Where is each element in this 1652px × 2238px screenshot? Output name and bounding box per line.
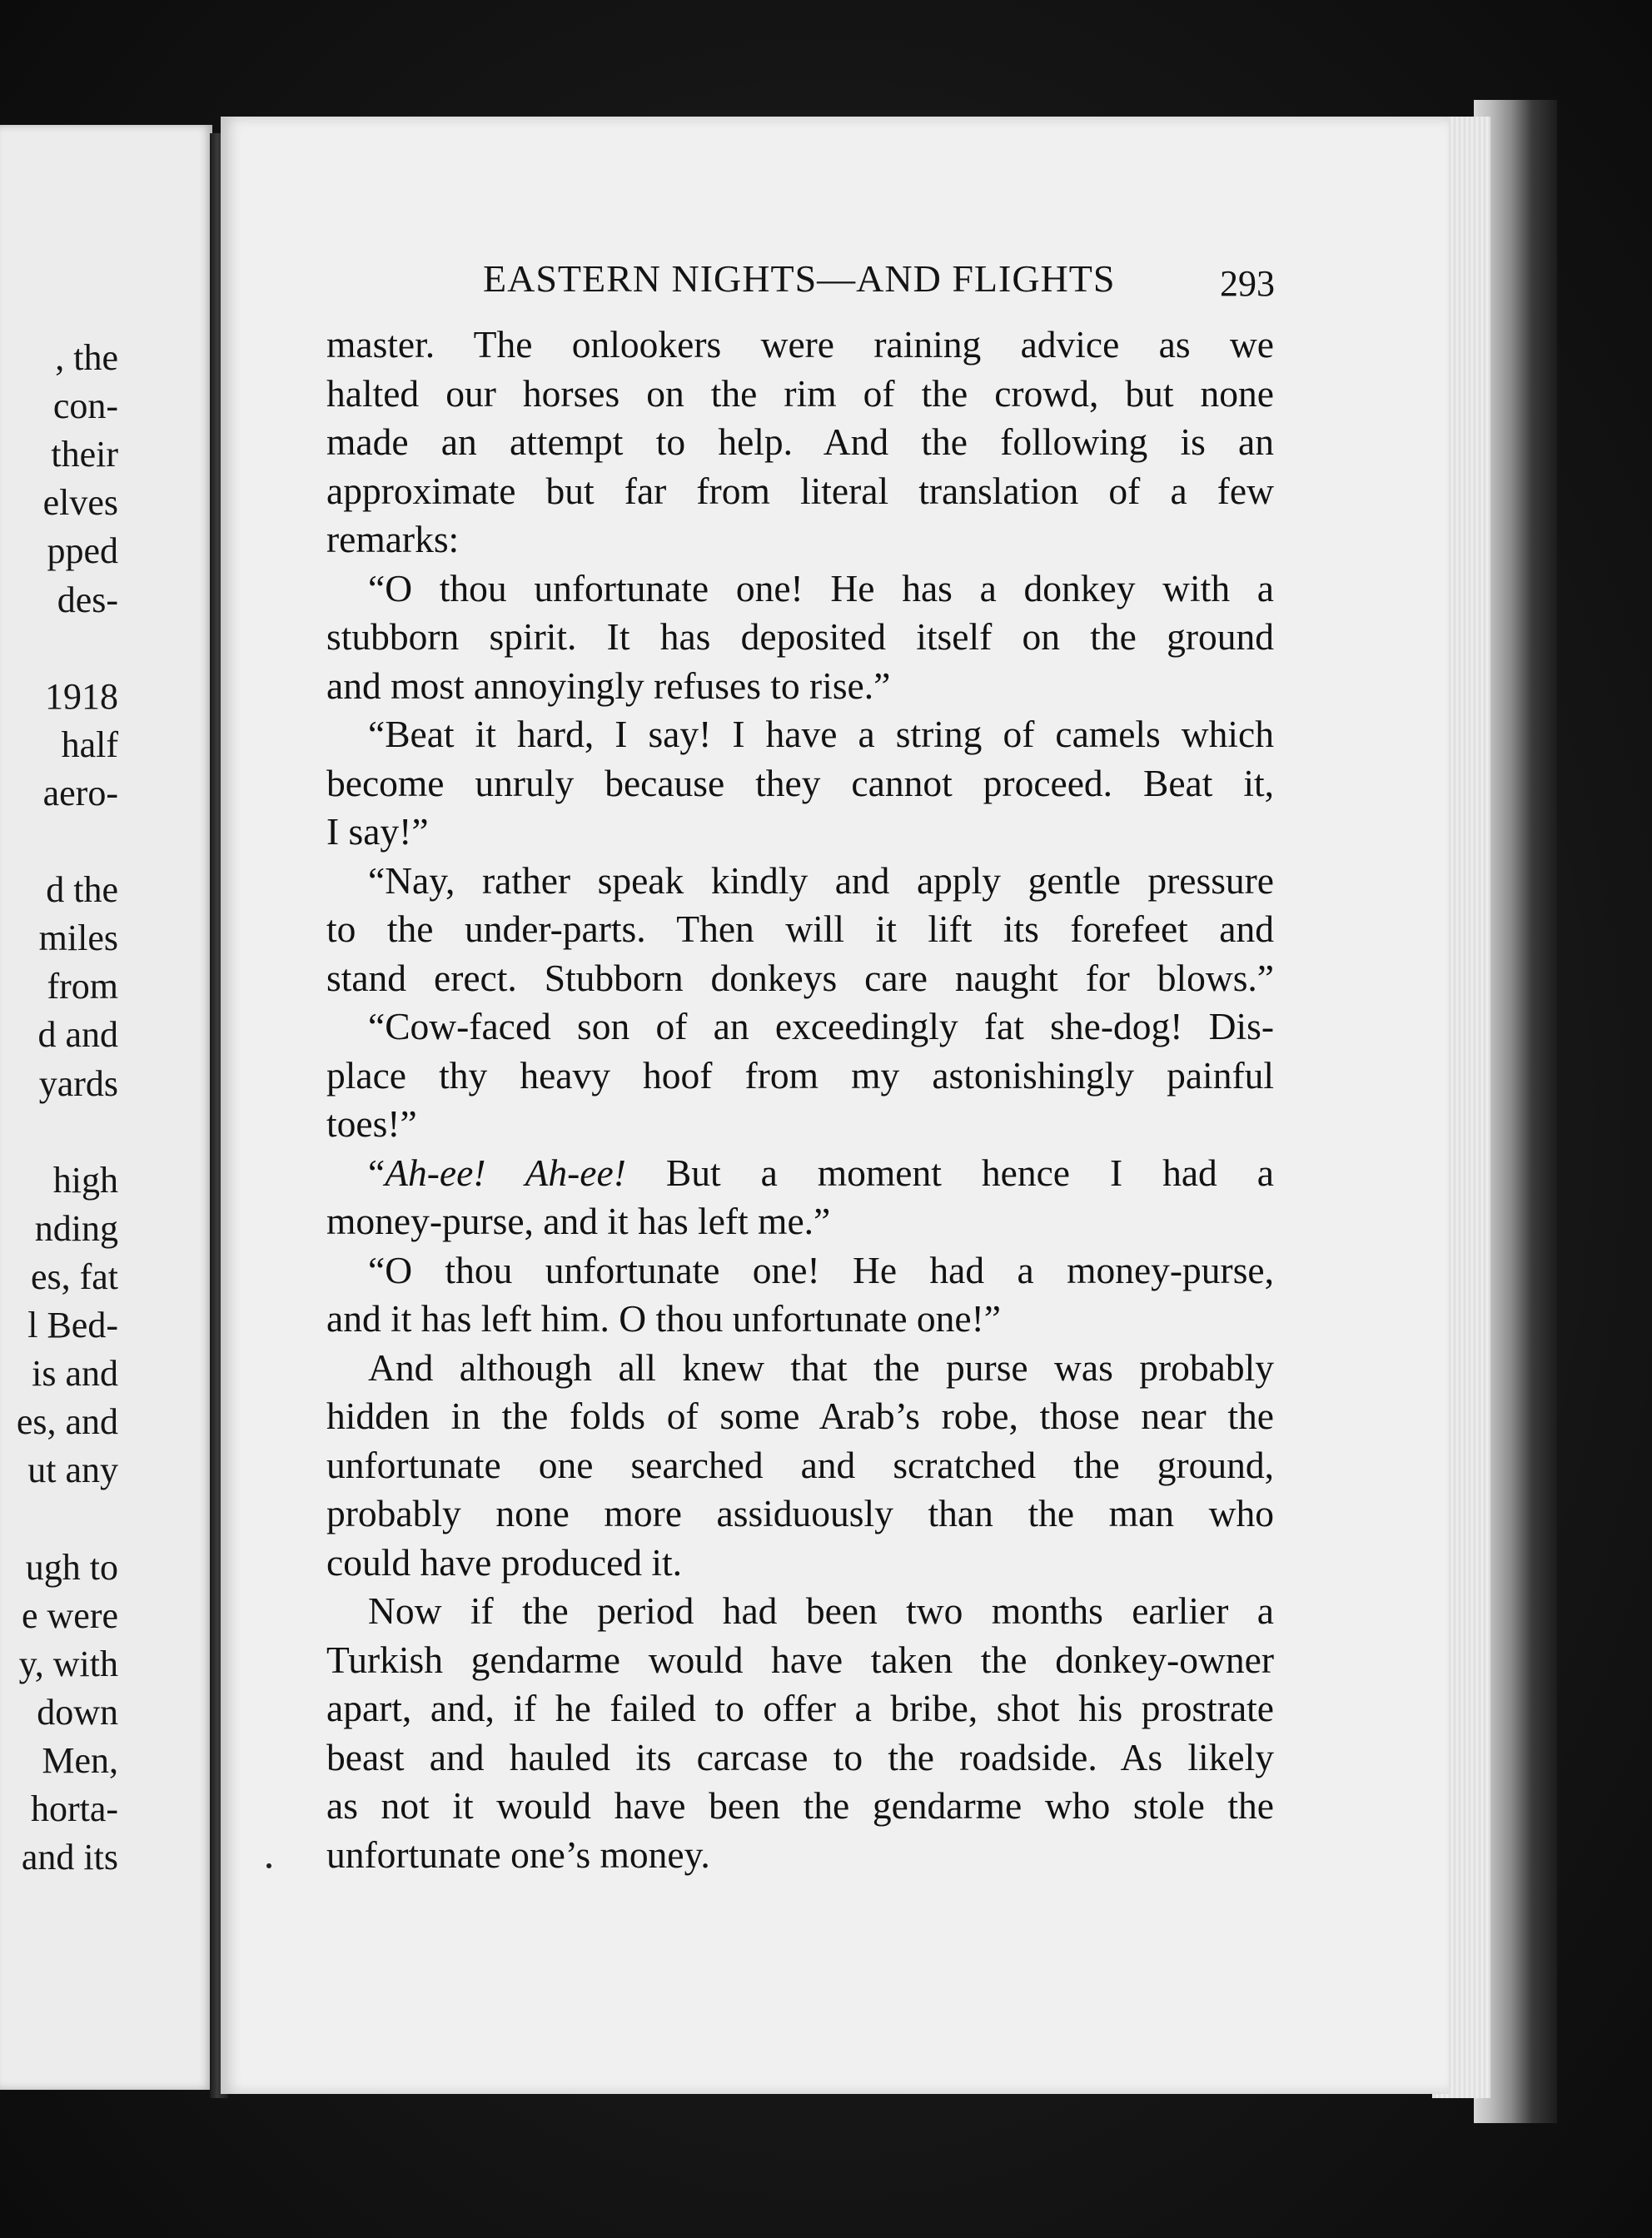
body-text <box>326 321 1274 1879</box>
page-number: 293 <box>1220 263 1275 304</box>
facing-page-line: nding <box>34 1207 118 1249</box>
text-line: unfortunate one searched and scratched the ground, <box>326 1443 1274 1486</box>
facing-page-line: is and <box>32 1353 118 1395</box>
italic-exclamation: Ah-ee! Ah-ee! <box>385 1151 626 1194</box>
text-line: Now if the period had been two months earlier a <box>368 1589 1274 1632</box>
text-line: And although all knew that the purse was probably <box>368 1345 1274 1389</box>
text-line: remarks: <box>326 518 460 560</box>
text-line: approximate but far from literal translation of a few <box>326 469 1274 512</box>
text-line: halted our horses on the rim of the crowd, but none <box>326 371 1274 415</box>
facing-page-line: ut any <box>27 1450 118 1491</box>
text-line: beast and hauled its carcase to the roadside. As likely <box>326 1735 1274 1778</box>
text-line: “Ah-ee! Ah-ee! But a moment hence I had a <box>368 1151 1274 1194</box>
text-line: to the under-parts. Then will it lift its forefeet and <box>326 908 1274 950</box>
text-line: I say!” <box>326 810 429 853</box>
dust-speck <box>266 1863 271 1868</box>
text-line: probably none more assiduously than the man who <box>326 1492 1274 1534</box>
text-line: master. The onlookers were raining advice as we <box>326 323 1274 366</box>
running-head: EASTERN NIGHTS—AND FLIGHTS <box>483 257 1116 300</box>
facing-page-line: l Bed- <box>27 1305 118 1345</box>
text-line: money-purse, and it has left me.” <box>326 1200 831 1242</box>
text-line: stand erect. Stubborn donkeys care naught for blows.” <box>326 956 1274 999</box>
text-line: Turkish gendarme would have taken the donkey-owner <box>326 1638 1274 1681</box>
facing-page-line: yards <box>38 1062 118 1104</box>
facing-page-line: pped <box>47 530 118 572</box>
facing-page-line: miles <box>38 918 118 959</box>
facing-page-line: des- <box>57 579 118 620</box>
text-line: place thy heavy hoof from my astonishingly painful <box>326 1053 1274 1097</box>
facing-page-line: and its <box>21 1837 118 1878</box>
facing-page-line: con- <box>52 385 118 427</box>
text-line: unfortunate one’s money. <box>326 1833 710 1876</box>
text-line: “Nay, rather speak kindly and apply gentle pressure <box>368 858 1274 902</box>
facing-page-line: ugh to <box>25 1546 118 1588</box>
text-line: toes!” <box>326 1102 417 1145</box>
text-line: as not it would have been the gendarme who stole the <box>326 1784 1274 1827</box>
facing-page-line: es, fat <box>30 1256 118 1297</box>
facing-page-line: , the <box>55 337 118 378</box>
text-line: made an attempt to help. And the following is an <box>326 420 1274 463</box>
facing-page-line: horta- <box>30 1788 118 1829</box>
facing-page-line: half <box>61 724 118 765</box>
facing-page-line: d the <box>46 869 118 911</box>
facing-page-line: from <box>47 966 118 1007</box>
facing-page <box>0 125 212 2090</box>
text-line: “Cow-faced son of an exceedingly fat she-dog! Dis- <box>368 1005 1274 1047</box>
facing-page-line: down <box>37 1691 118 1733</box>
facing-page-line: elves <box>42 482 118 524</box>
text-line: “O thou unfortunate one! He had a money-purse, <box>368 1248 1274 1291</box>
text-line: become unruly because they cannot proceed. Beat it, <box>326 761 1274 804</box>
text-line: “Beat it hard, I say! I have a string of camels which <box>368 713 1274 755</box>
facing-page-line: their <box>51 434 118 475</box>
text-line: could have produced it. <box>326 1540 683 1584</box>
facing-page-line: e were <box>21 1594 118 1636</box>
facing-page-line: y, with <box>18 1643 118 1684</box>
text-line: “O thou unfortunate one! He has a donkey with a <box>368 566 1274 609</box>
facing-page-line: d and <box>37 1014 118 1056</box>
facing-page-line: 1918 <box>45 675 118 717</box>
facing-page-line: es, and <box>16 1401 118 1443</box>
facing-page-line: high <box>52 1159 118 1201</box>
text-line: apart, and, if he failed to offer a bribe, shot his prostrate <box>326 1687 1274 1729</box>
text-line: hidden in the folds of some Arab’s robe, those near the <box>326 1395 1274 1437</box>
facing-page-line: aero- <box>42 772 118 813</box>
text-line: and most annoyingly refuses to rise.” <box>326 664 891 707</box>
text-line: and it has left him. O thou unfortunate one!” <box>326 1297 1001 1340</box>
text-line: stubborn spirit. It has deposited itself on the ground <box>326 615 1274 658</box>
facing-page-line: Men, <box>42 1739 118 1781</box>
